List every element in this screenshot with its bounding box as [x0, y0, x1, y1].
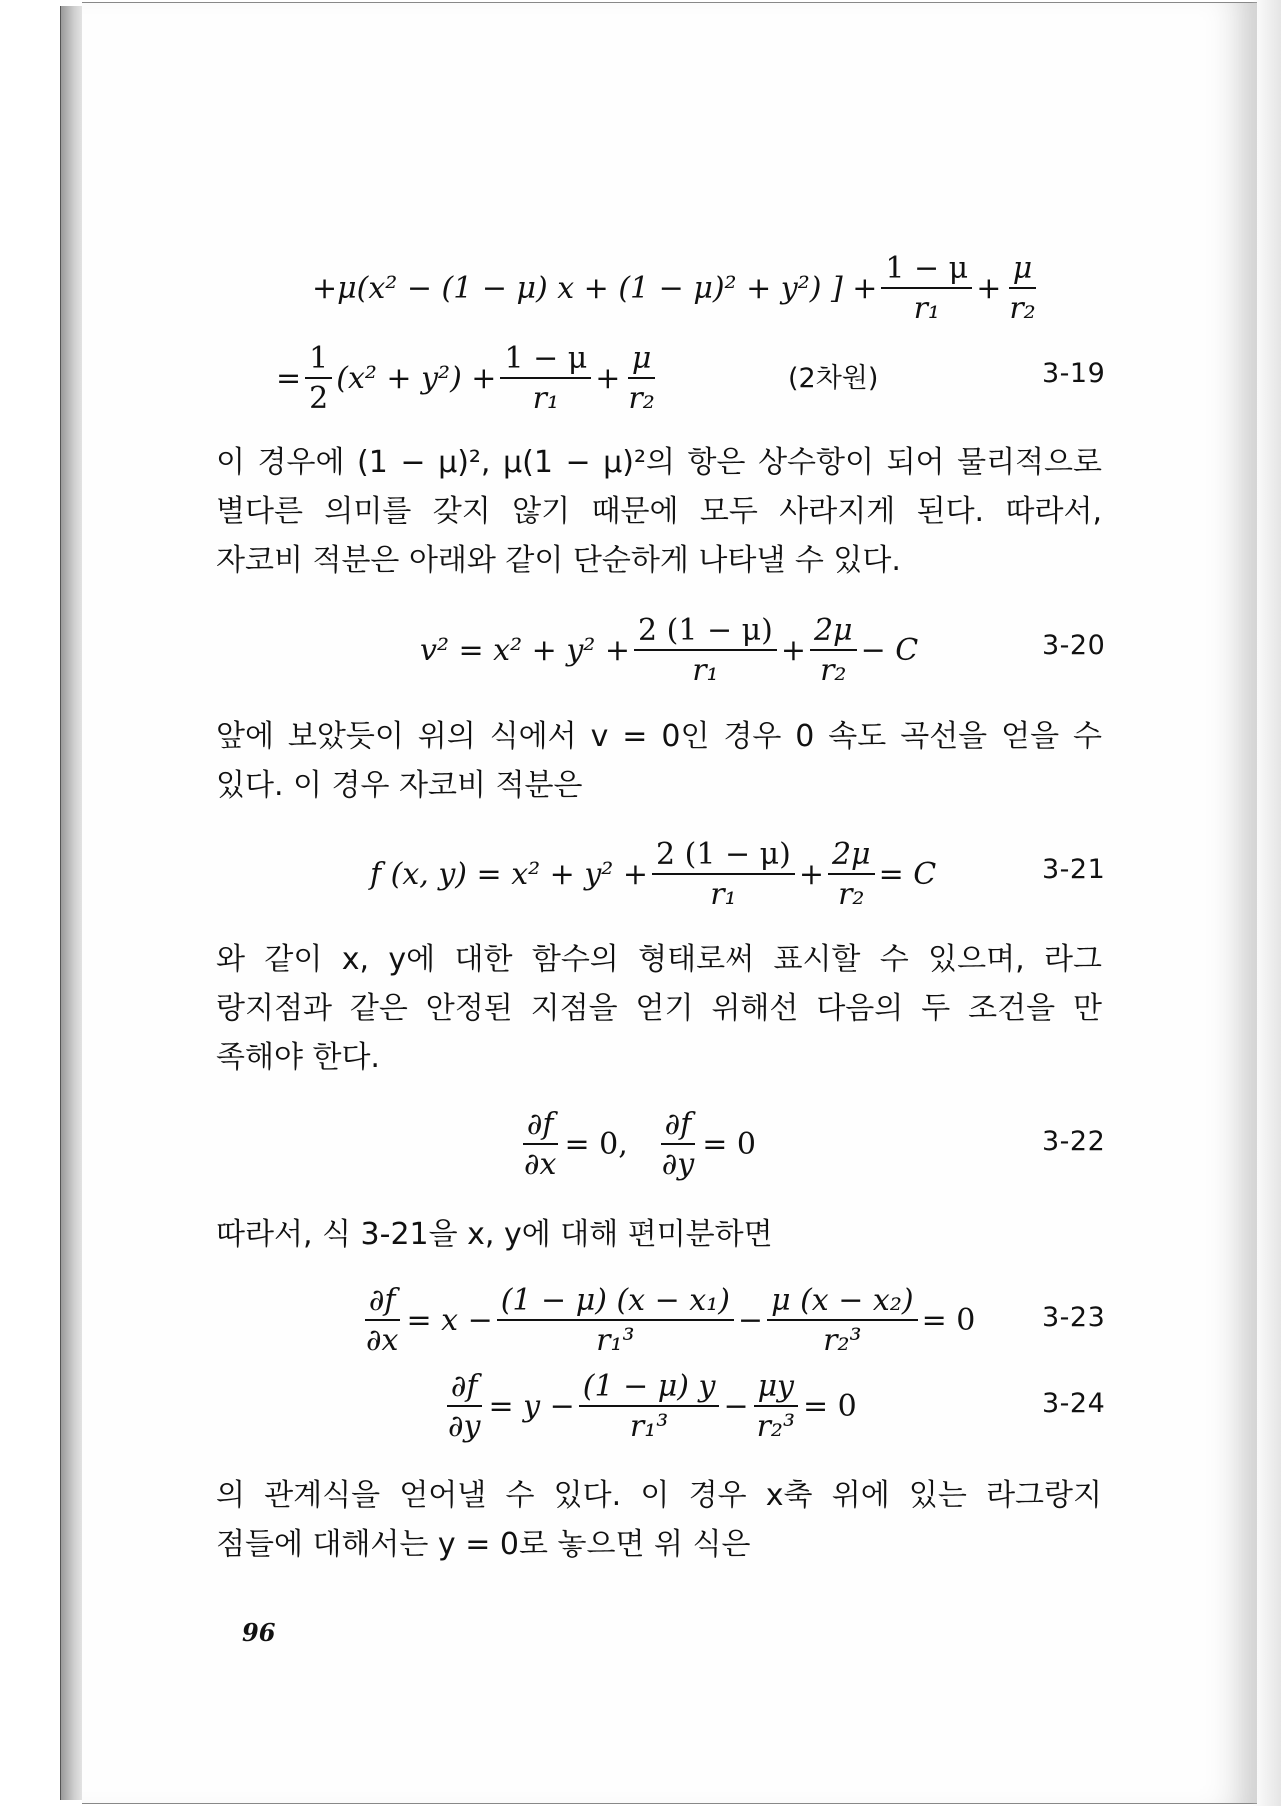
eq-24-tail: = 0 — [803, 1389, 857, 1424]
fraction-denominator: r₂ — [838, 877, 865, 912]
eq-24-lead: = y − — [488, 1389, 575, 1424]
equation-number-3-19: 3-19 — [1042, 358, 1106, 389]
eq-cont-lead: +μ(x² − (1 − μ) x + (1 − μ)² + y²) ] + — [312, 271, 878, 306]
fraction-numerator: μy — [754, 1370, 798, 1407]
page-number: 96 — [242, 1618, 276, 1647]
fraction-numerator: (1 − μ) y — [579, 1370, 720, 1407]
fraction-denominator: r₂ — [1009, 291, 1036, 326]
text-line: 족해야 한다. — [216, 1040, 380, 1075]
text-line: 랑지점과 같은 안정된 지점을 얻기 위해선 다음의 두 조건을 만 — [216, 991, 1102, 1026]
fraction-denominator: r₂ — [628, 381, 655, 416]
partial-fraction-x — [520, 1108, 560, 1181]
equation-number-3-23: 3-23 — [1042, 1302, 1106, 1333]
fraction-numerator: μ (x − x₂) — [767, 1284, 918, 1321]
equation-3-24 — [440, 1370, 857, 1443]
eq-24-frac1 — [579, 1370, 720, 1443]
eq-20-frac1 — [634, 614, 777, 687]
eq-24-frac2 — [753, 1370, 799, 1443]
minus-sign: − — [723, 1389, 749, 1424]
equation-continuation — [312, 252, 1044, 325]
eq-20-lead: v² = x² + y² + — [420, 633, 630, 668]
fraction-numerator: 2 (1 − μ) — [652, 838, 795, 875]
fraction-denominator: ∂x — [524, 1147, 557, 1182]
fraction-numerator: 2μ — [810, 614, 857, 651]
equation-number-3-21: 3-21 — [1042, 854, 1106, 885]
fraction-numerator: (1 − μ) (x − x₁) — [497, 1284, 734, 1321]
eq-cont-frac1 — [881, 252, 972, 325]
fraction-numerator: 1 − μ — [500, 342, 591, 379]
paragraph-1 — [216, 438, 1102, 585]
fraction-denominator: ∂y — [661, 1147, 695, 1182]
text-line: 의 관계식을 얻어낼 수 있다. 이 경우 x축 위에 있는 라그랑지 — [216, 1478, 1102, 1513]
partial-fraction-y — [444, 1370, 484, 1443]
text-line: 자코비 적분은 아래와 같이 단순하게 나타낼 수 있다. — [216, 543, 901, 578]
eq-20-tail: − C — [860, 633, 919, 668]
fraction-numerator: 2μ — [828, 838, 875, 875]
paragraph-5 — [216, 1471, 1102, 1569]
fraction-denominator: r₁ — [692, 653, 719, 688]
eq-22-mid: = 0, — [564, 1127, 628, 1162]
eq-23-frac2 — [767, 1284, 918, 1357]
eq-23-frac1 — [497, 1284, 734, 1357]
equals-sign: = — [276, 361, 302, 396]
minus-sign: − — [737, 1303, 764, 1338]
text-line: 따라서, 식 3-21을 x, y에 대해 편미분하면 — [216, 1217, 773, 1252]
eq-21-frac2 — [828, 838, 875, 911]
text-line: 앞에 보았듯이 위의 식에서 v = 0인 경우 0 속도 곡선을 얻을 수 — [216, 719, 1102, 754]
fraction-denominator: r₁ — [532, 381, 560, 416]
paragraph-3 — [216, 935, 1102, 1082]
text-line: 이 경우에 (1 − μ)², μ(1 − μ)²의 항은 상수항이 되어 물리적으로 — [216, 445, 1102, 480]
fraction-denominator: r₁³ — [629, 1409, 669, 1444]
dimension-tag: (2차원) — [788, 363, 879, 394]
fraction-denominator: ∂y — [448, 1409, 481, 1444]
fraction-numerator: μ — [1009, 252, 1037, 289]
partial-fraction-y — [658, 1108, 698, 1181]
eq-19-mid: (x² + y²) + — [336, 361, 497, 396]
text-line: 와 같이 x, y에 대한 함수의 형태로써 표시할 수 있으며, 라그 — [216, 942, 1102, 977]
eq-22-tail: = 0 — [702, 1127, 756, 1162]
equation-3-22 — [516, 1108, 756, 1181]
fraction-numerator: 2 (1 − μ) — [634, 614, 777, 651]
fraction-numerator: ∂f — [523, 1108, 558, 1145]
fraction-numerator: ∂f — [661, 1108, 696, 1145]
book-edge — [60, 6, 83, 1800]
text-line: 별다른 의미를 갖지 않기 때문에 모두 사라지게 된다. 따라서, — [216, 494, 1102, 529]
fraction-denominator: r₁ — [913, 291, 940, 326]
eq-19-frac2 — [624, 342, 658, 415]
eq-cont-frac2 — [1005, 252, 1039, 325]
eq-19-frac1 — [500, 342, 591, 415]
text-line: 있다. 이 경우 자코비 적분은 — [216, 768, 583, 803]
fraction-denominator: r₁³ — [596, 1323, 635, 1358]
plus-sign: + — [595, 361, 621, 396]
equation-number-3-24: 3-24 — [1042, 1388, 1106, 1419]
fraction-numerator: 1 − μ — [881, 252, 972, 289]
paragraph-4 — [216, 1210, 1102, 1259]
fraction-denominator: r₂³ — [756, 1409, 795, 1444]
eq-23-lead: = x − — [406, 1303, 493, 1338]
equation-3-19 — [276, 342, 663, 415]
eq-21-tail: = C — [878, 857, 937, 892]
equation-3-23 — [358, 1284, 975, 1357]
fraction-numerator: ∂f — [447, 1370, 482, 1407]
fraction-denominator: ∂x — [366, 1323, 399, 1358]
eq-20-frac2 — [810, 614, 857, 687]
half-fraction — [305, 342, 332, 415]
equation-number-3-22: 3-22 — [1042, 1126, 1106, 1157]
eq-21-frac1 — [652, 838, 795, 911]
text-line: 점들에 대해서는 y = 0로 놓으면 위 식은 — [216, 1527, 751, 1562]
plus-sign: + — [780, 633, 806, 668]
fraction-denominator: 2 — [309, 381, 329, 416]
equation-number-3-20: 3-20 — [1042, 630, 1106, 661]
page-shadow — [1251, 0, 1281, 1806]
fraction-numerator: 1 — [305, 342, 332, 379]
fraction-numerator: ∂f — [365, 1284, 400, 1321]
equation-3-20 — [420, 614, 918, 687]
partial-fraction-x — [362, 1284, 402, 1357]
plus-sign: + — [976, 271, 1002, 306]
fraction-denominator: r₂ — [820, 653, 847, 688]
plus-sign: + — [798, 857, 824, 892]
fraction-numerator: μ — [628, 342, 656, 379]
fraction-denominator: r₁ — [710, 877, 737, 912]
equation-3-21 — [370, 838, 936, 911]
eq-23-tail: = 0 — [921, 1303, 976, 1338]
paragraph-2 — [216, 712, 1102, 810]
fraction-denominator: r₂³ — [823, 1323, 862, 1358]
eq-21-lead: f (x, y) = x² + y² + — [370, 857, 648, 892]
